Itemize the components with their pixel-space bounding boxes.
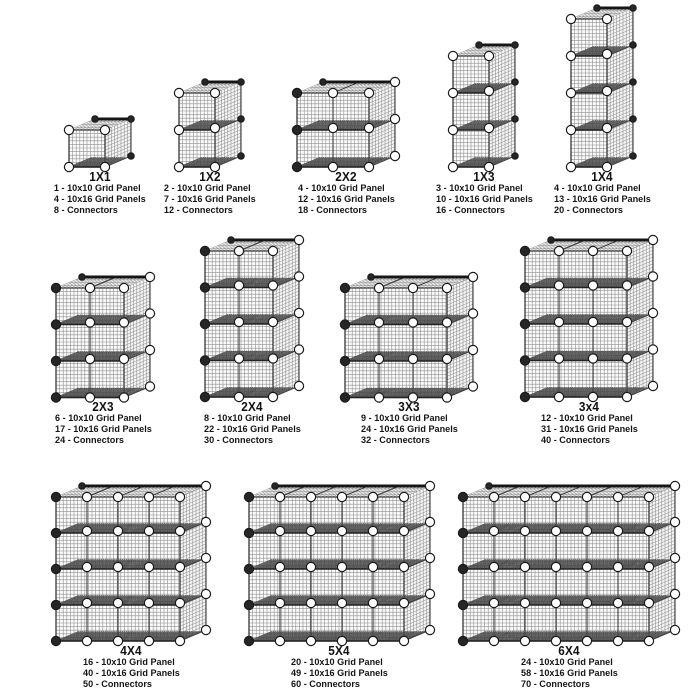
parts-line: 20 - 10x10 Grid Panel xyxy=(290,657,383,668)
parts-line: 3 - 10x10 Grid Panel xyxy=(435,183,523,194)
cube-illustration-1x4 xyxy=(564,1,640,174)
parts-line: 8 - 10x10 Grid Panel xyxy=(203,413,291,424)
parts-line: 40 - Connectors xyxy=(540,434,610,446)
parts-line: 16 - Connectors xyxy=(435,204,505,216)
parts-line: 12 - Connectors xyxy=(164,204,234,216)
parts-list xyxy=(259,658,419,690)
parts-list xyxy=(489,658,649,690)
parts-line: 18 - Connectors xyxy=(297,204,367,216)
unit-label: 2X3 xyxy=(92,400,114,414)
cube-illustration-2x3 xyxy=(49,270,157,405)
parts-list xyxy=(51,658,211,690)
cube-illustration-5x4 xyxy=(242,479,437,648)
unit-label: 4X4 xyxy=(120,644,142,658)
cube-illustration-3x3 xyxy=(338,270,480,405)
unit-label: 1X1 xyxy=(89,170,111,184)
parts-line: 40 - 10x16 Grid Panels xyxy=(82,667,180,679)
parts-line: 6 - 10x10 Grid Panel xyxy=(54,413,142,424)
cube-illustration-1x1 xyxy=(62,112,138,174)
unit-label: 3x4 xyxy=(578,400,600,414)
unit-label: 5X4 xyxy=(328,644,350,658)
parts-line: 20 - Connectors xyxy=(553,204,623,216)
parts-line: 32 - Connectors xyxy=(360,434,430,446)
parts-line: 8 - Connectors xyxy=(54,204,118,216)
cube-illustration-4x4 xyxy=(49,479,213,648)
parts-line: 4 - 10x10 Grid Panel xyxy=(553,183,641,194)
parts-line: 2 - 10x10 Grid Panel xyxy=(164,183,251,194)
parts-line: 24 - 10x16 Grid Panels xyxy=(360,423,458,435)
parts-line: 70 - Connectors xyxy=(520,678,590,690)
parts-line: 13 - 10x16 Grid Panels xyxy=(553,193,651,205)
unit-label: 2X2 xyxy=(335,170,357,184)
parts-list xyxy=(266,184,426,216)
parts-line: 16 - 10x10 Grid Panel xyxy=(82,657,175,668)
unit-label: 3X3 xyxy=(398,400,420,414)
parts-line: 7 - 10x16 Grid Panels xyxy=(164,193,256,205)
parts-line: 4 - 10x10 Grid Panel xyxy=(297,183,385,194)
cube-illustration-3x4 xyxy=(518,233,660,404)
parts-line: 24 - Connectors xyxy=(54,434,124,446)
parts-list xyxy=(23,414,183,446)
parts-line: 17 - 10x16 Grid Panels xyxy=(54,423,152,435)
parts-line: 24 - 10x10 Grid Panel xyxy=(520,657,613,668)
parts-list xyxy=(522,184,682,216)
parts-line: 60 - Connectors xyxy=(290,678,360,690)
parts-list xyxy=(509,414,669,446)
cube-illustration-1x2 xyxy=(172,75,248,174)
parts-list xyxy=(172,414,332,446)
parts-line: 22 - 10x16 Grid Panels xyxy=(203,423,301,435)
parts-line: 10 - 10x16 Grid Panels xyxy=(435,193,533,205)
cube-illustration-2x4 xyxy=(198,233,306,404)
unit-label: 1X2 xyxy=(199,170,221,184)
cube-illustration-1x3 xyxy=(446,38,522,174)
parts-line: 1 - 10x10 Grid Panel xyxy=(54,183,141,194)
unit-label: 6X4 xyxy=(558,644,580,658)
parts-line: 50 - Connectors xyxy=(82,678,152,690)
parts-line: 30 - Connectors xyxy=(203,434,273,446)
parts-line: 12 - 10x10 Grid Panel xyxy=(540,413,633,424)
unit-label: 1X3 xyxy=(473,170,495,184)
cube-illustration-6x4 xyxy=(456,479,682,648)
parts-list xyxy=(329,414,489,446)
unit-label: 2X4 xyxy=(241,400,263,414)
parts-line: 58 - 10x16 Grid Panels xyxy=(520,667,618,679)
parts-line: 4 - 10x16 Grid Panels xyxy=(54,193,146,205)
unit-label: 1X4 xyxy=(591,170,613,184)
parts-line: 12 - 10x16 Grid Panels xyxy=(297,193,395,205)
parts-line: 49 - 10x16 Grid Panels xyxy=(290,667,388,679)
cube-illustration-2x2 xyxy=(290,75,402,174)
parts-line: 31 - 10x16 Grid Panels xyxy=(540,423,638,435)
parts-line: 9 - 10x10 Grid Panel xyxy=(360,413,448,424)
